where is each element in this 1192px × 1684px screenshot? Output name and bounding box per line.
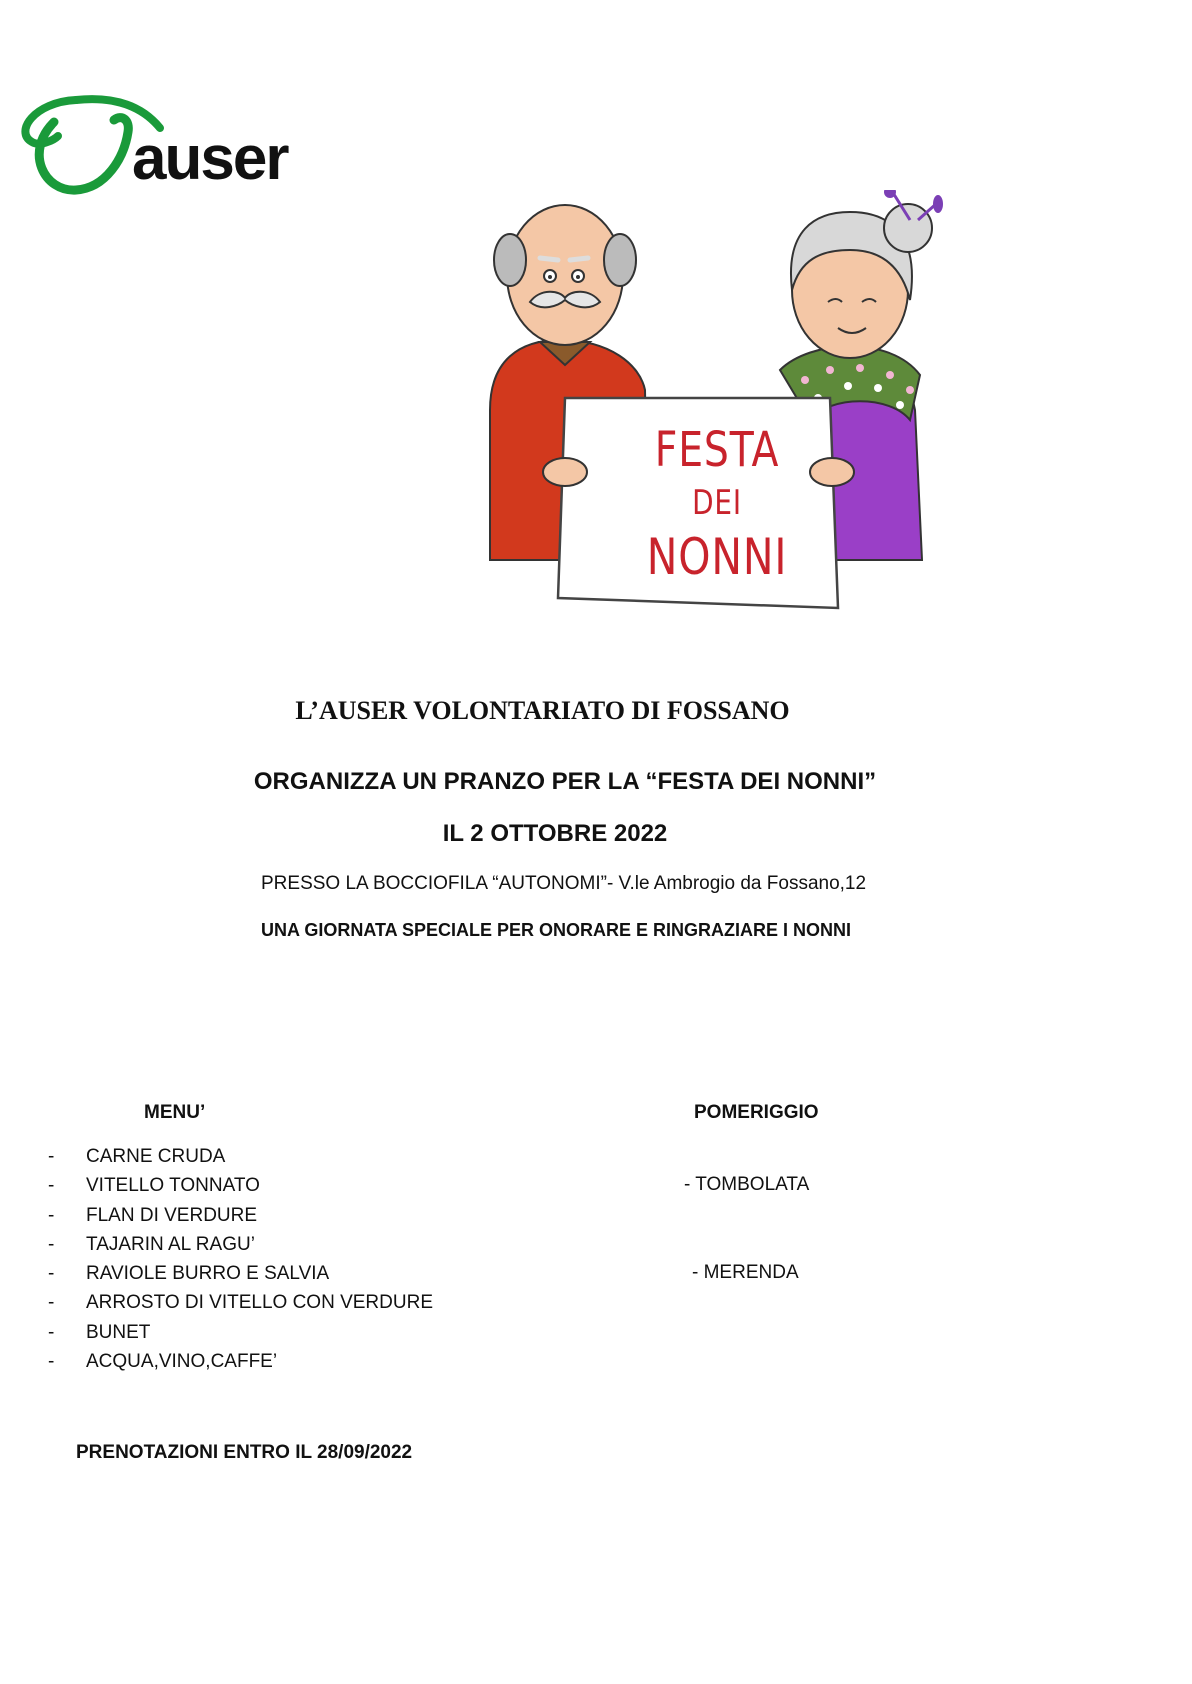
bullet-dash: - bbox=[48, 1263, 55, 1285]
menu-item: RAVIOLE BURRO E SALVIA bbox=[86, 1263, 330, 1285]
list-item bbox=[48, 1171, 548, 1200]
sign-line-festa: FESTA bbox=[654, 422, 780, 478]
event-date: IL 2 OTTOBRE 2022 bbox=[442, 820, 668, 847]
auser-logo bbox=[14, 92, 314, 202]
event-venue: PRESSO LA BOCCIOFILA “AUTONOMI”- V.le Ambrogio da Fossano,12 bbox=[261, 873, 867, 894]
menu-item: BUNET bbox=[86, 1321, 151, 1343]
event-tagline: UNA GIORNATA SPECIALE PER ONORARE E RINGRAZIARE I NONNI bbox=[261, 920, 852, 940]
afternoon-item-merenda: - MERENDA bbox=[692, 1262, 799, 1283]
event-subtitle: ORGANIZZA UN PRANZO PER LA “FESTA DEI NONNI” bbox=[253, 768, 877, 795]
menu-item: TAJARIN AL RAGU’ bbox=[86, 1233, 255, 1255]
list-item bbox=[48, 1142, 548, 1171]
list-item bbox=[48, 1230, 548, 1259]
sign-line-nonni: NONNI bbox=[646, 528, 788, 586]
bullet-dash: - bbox=[48, 1175, 55, 1197]
list-item bbox=[48, 1259, 548, 1288]
list-item bbox=[48, 1318, 548, 1347]
menu-item: CARNE CRUDA bbox=[86, 1146, 226, 1167]
menu-item: FLAN DI VERDURE bbox=[86, 1204, 258, 1226]
sign-line-dei: DEI bbox=[692, 483, 742, 523]
list-item bbox=[48, 1347, 548, 1376]
bullet-dash: - bbox=[48, 1321, 55, 1343]
menu-item: VITELLO TONNATO bbox=[86, 1175, 260, 1197]
menu-list bbox=[48, 1142, 548, 1376]
sign bbox=[562, 190, 872, 630]
organizer-title: L’AUSER VOLONTARIATO DI FOSSANO bbox=[295, 696, 790, 725]
bullet-dash: - bbox=[48, 1204, 55, 1226]
list-item bbox=[48, 1288, 548, 1317]
list-item bbox=[48, 1201, 548, 1230]
bullet-dash: - bbox=[48, 1146, 55, 1167]
menu-heading: MENU’ bbox=[144, 1102, 206, 1123]
afternoon-item-tombolata: - TOMBOLATA bbox=[684, 1174, 810, 1195]
booking-deadline: PRENOTAZIONI ENTRO IL 28/09/2022 bbox=[76, 1442, 413, 1463]
logo-wordmark: auser bbox=[132, 124, 288, 193]
afternoon-heading: POMERIGGIO bbox=[694, 1102, 819, 1123]
bullet-dash: - bbox=[48, 1292, 55, 1314]
bullet-dash: - bbox=[48, 1351, 55, 1373]
menu-item: ACQUA,VINO,CAFFE’ bbox=[86, 1351, 278, 1373]
festa-dei-nonni-illustration bbox=[470, 190, 970, 630]
menu-item: ARROSTO DI VITELLO CON VERDURE bbox=[86, 1292, 433, 1314]
bullet-dash: - bbox=[48, 1233, 55, 1255]
